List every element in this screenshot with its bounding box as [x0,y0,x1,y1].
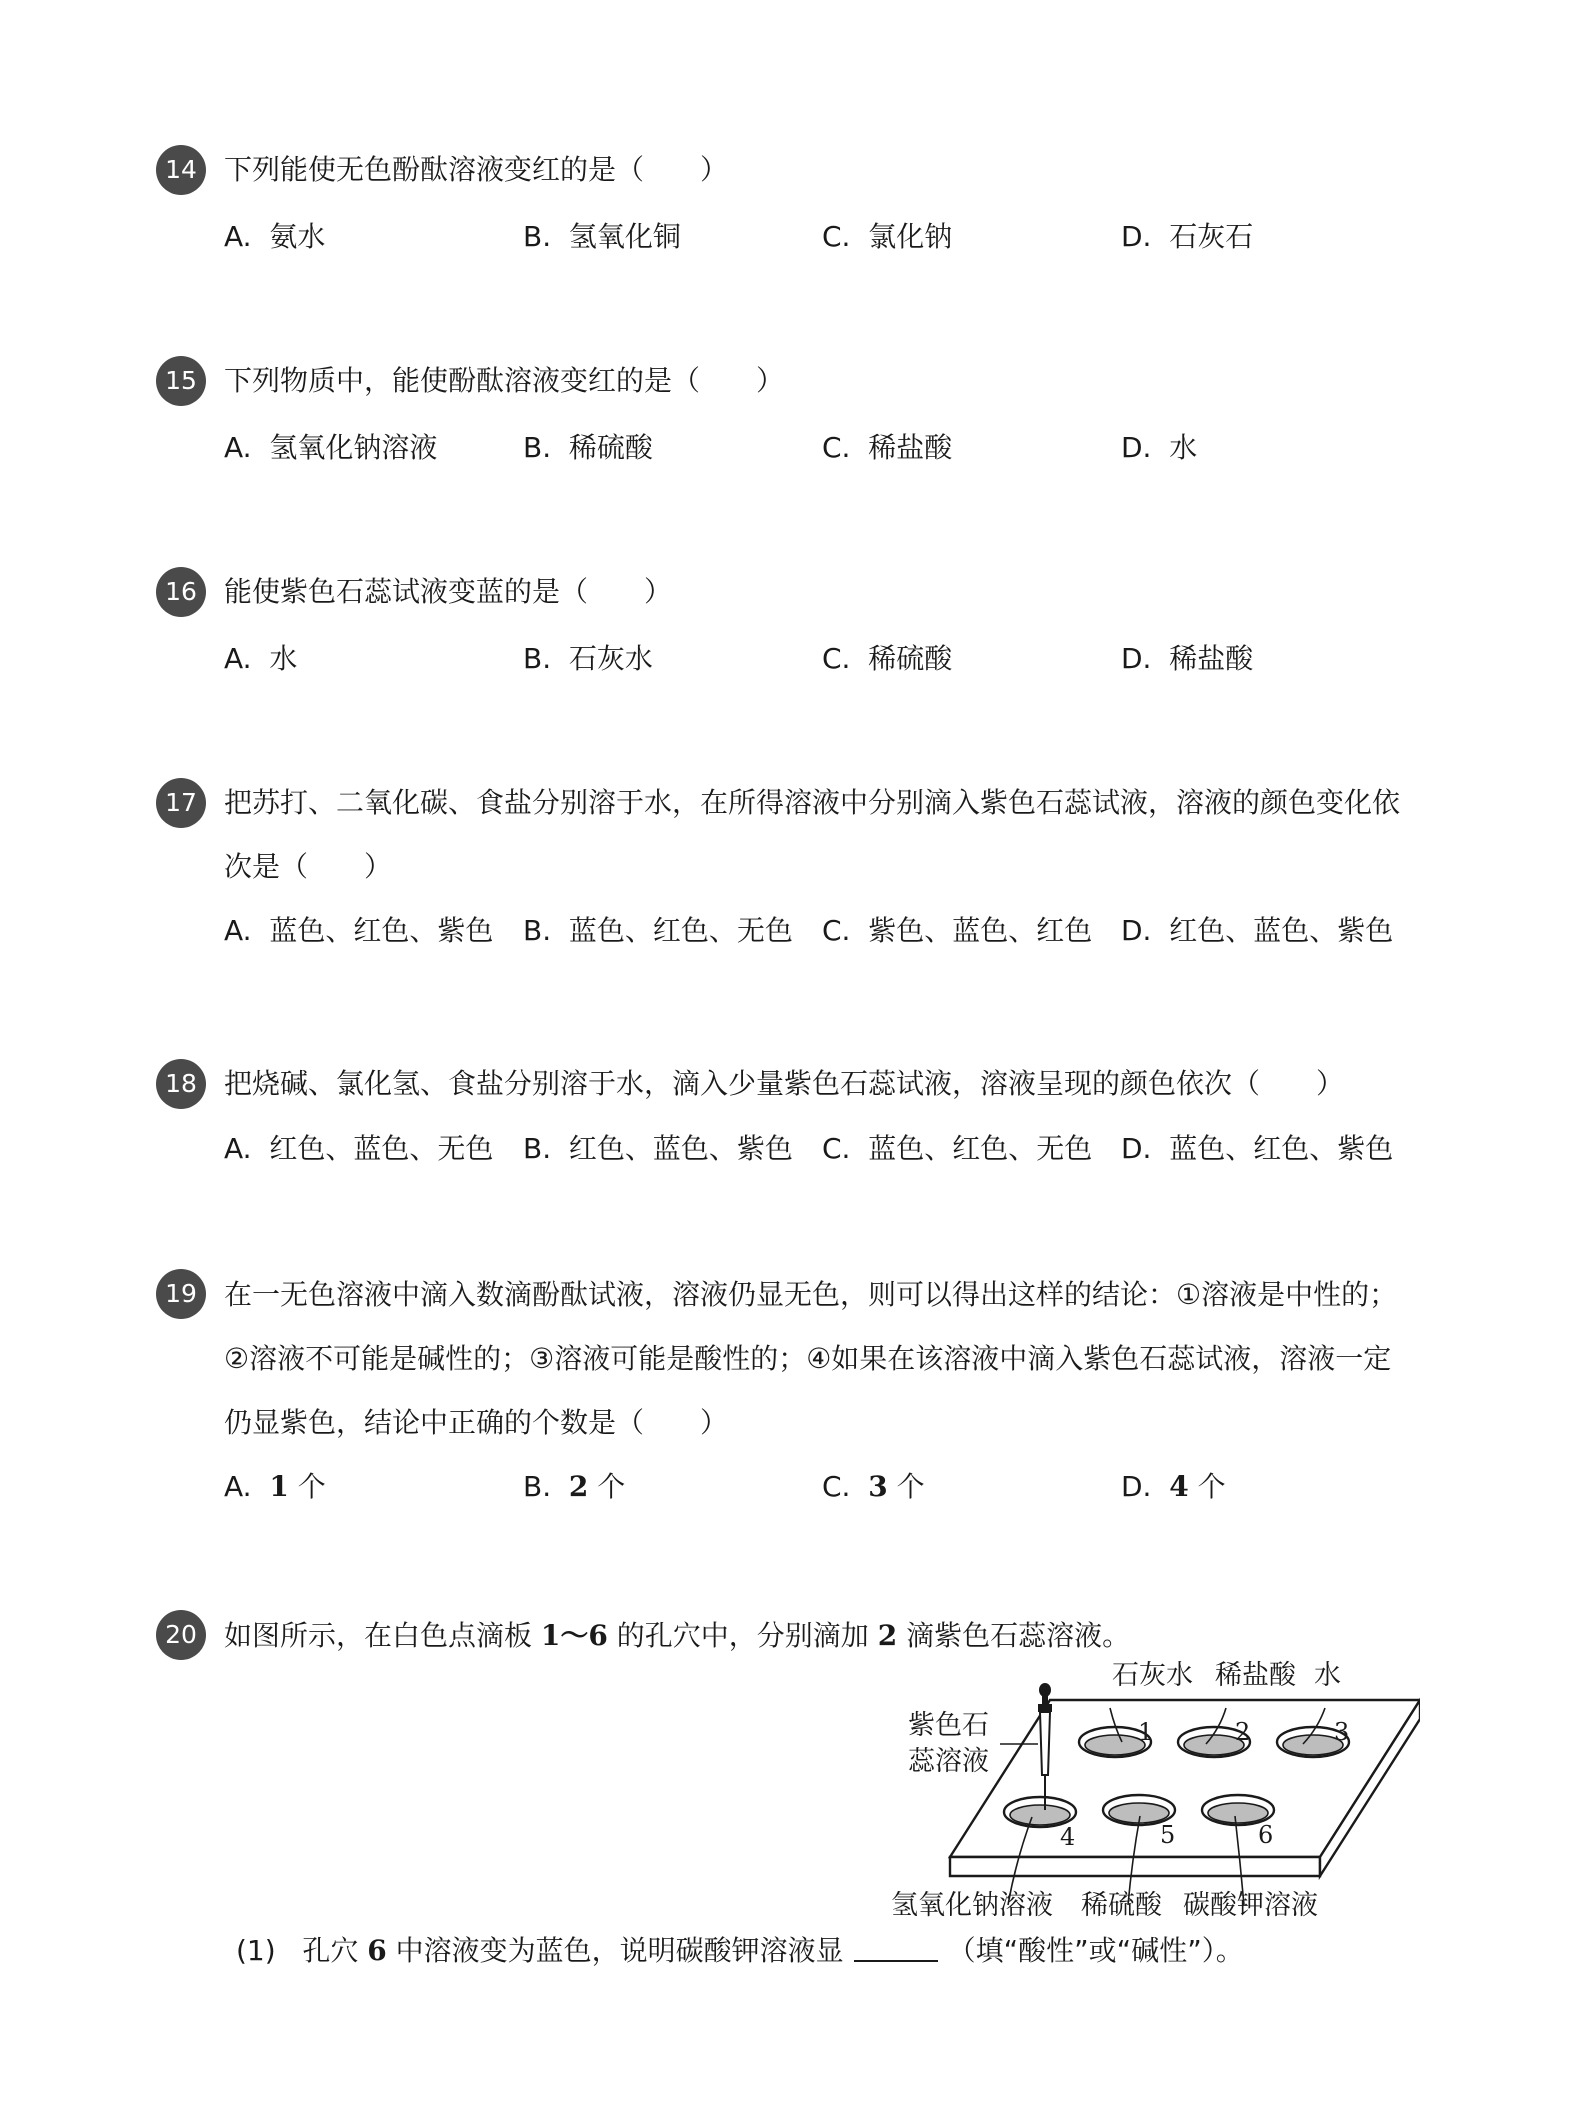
option-d[interactable]: D. 4 个 [1121,1470,1226,1503]
question-stem-line-1: 把苏打、二氧化碳、食盐分别溶于水，在所得溶液中分别滴入紫色石蕊试液，溶液的颜色变化依 [224,786,1401,819]
label-k2co3: 碳酸钾溶液 [1183,1890,1318,1921]
question-stem: 下列物质中，能使酚酞溶液变红的是（ ） [224,364,785,397]
label-naoh: 氢氧化钠溶液 [891,1890,1053,1921]
well-number-4: 4 [1060,1823,1076,1851]
option-c[interactable]: C. 蓝色、红色、无色 [822,1132,1093,1165]
option-a[interactable]: A. 水 [224,642,298,675]
well-number-5: 5 [1160,1821,1176,1849]
option-c[interactable]: C. 稀硫酸 [822,642,953,675]
option-a[interactable]: A. 红色、蓝色、无色 [224,1132,494,1165]
label-dilute-hcl: 稀盐酸 [1215,1660,1296,1691]
plate-front [950,1857,1320,1876]
sub-question-label: (1) [236,1934,276,1967]
option-c[interactable]: C. 稀盐酸 [822,431,953,464]
option-d[interactable]: D. 水 [1121,431,1198,464]
label-limewater: 石灰水 [1112,1660,1193,1691]
option-b[interactable]: B. 2 个 [523,1470,626,1503]
label-water: 水 [1314,1660,1341,1691]
question-stem: 下列能使无色酚酞溶液变红的是（ ） [224,153,729,186]
option-a[interactable]: A. 氨水 [224,220,326,253]
label-litmus-line-2: 蕊溶液 [908,1746,989,1777]
option-c[interactable]: C. 3 个 [822,1470,925,1503]
option-a[interactable]: A. 蓝色、红色、紫色 [224,914,494,947]
label-dilute-h2so4: 稀硫酸 [1081,1890,1162,1921]
option-d[interactable]: D. 稀盐酸 [1121,642,1254,675]
option-c[interactable]: C. 氯化钠 [822,220,953,253]
question-number-badge: 14 [156,145,206,195]
label-litmus-line-1: 紫色石 [908,1710,989,1741]
option-a[interactable]: A. 氢氧化钠溶液 [224,431,438,464]
question-number-badge: 19 [156,1269,206,1319]
option-d[interactable]: D. 红色、蓝色、紫色 [1121,914,1394,947]
option-b[interactable]: B. 稀硫酸 [523,431,653,464]
question-stem-line-1: 在一无色溶液中滴入数滴酚酞试液，溶液仍显无色，则可以得出这样的结论：①溶液是中性的； [224,1278,1398,1311]
option-b[interactable]: B. 红色、蓝色、紫色 [523,1132,793,1165]
plate-top [950,1700,1420,1857]
question-stem: 能使紫色石蕊试液变蓝的是（ ） [224,575,673,608]
question-number-badge: 20 [156,1610,206,1660]
option-b[interactable]: B. 蓝色、红色、无色 [523,914,793,947]
question-stem-line-3: 仍显紫色，结论中正确的个数是（ ） [224,1406,729,1439]
option-a[interactable]: A. 1 个 [224,1470,326,1503]
option-b[interactable]: B. 石灰水 [523,642,653,675]
question-stem-line-2: ②溶液不可能是碱性的；③溶液可能是酸性的；④如果在该溶液中滴入紫色石蕊试液，溶液一定 [224,1342,1392,1375]
answer-blank[interactable] [854,1934,938,1962]
question-stem: 如图所示，在白色点滴板 1～6 的孔穴中，分别滴加 2 滴紫色石蕊溶液。 [224,1619,1131,1652]
option-d[interactable]: D. 石灰石 [1121,220,1254,253]
question-number-badge: 15 [156,356,206,406]
question-number-badge: 18 [156,1059,206,1109]
option-d[interactable]: D. 蓝色、红色、紫色 [1121,1132,1394,1165]
question-stem-line-2: 次是（ ） [224,850,393,883]
question-number-badge: 17 [156,778,206,828]
well-number-1: 1 [1138,1718,1154,1746]
well-number-3: 3 [1334,1718,1350,1746]
option-c[interactable]: C. 紫色、蓝色、红色 [822,914,1093,947]
question-stem: 把烧碱、氯化氢、食盐分别溶于水，滴入少量紫色石蕊试液，溶液呈现的颜色依次（ ） [224,1067,1345,1100]
sub-question-1: (1) 孔穴 6 中溶液变为蓝色，说明碳酸钾溶液显 （填“酸性”或“碱性”）。 [236,1934,1244,1967]
well-number-6: 6 [1258,1821,1274,1849]
well-number-2: 2 [1235,1718,1251,1746]
question-number-badge: 16 [156,567,206,617]
option-b[interactable]: B. 氢氧化铜 [523,220,681,253]
